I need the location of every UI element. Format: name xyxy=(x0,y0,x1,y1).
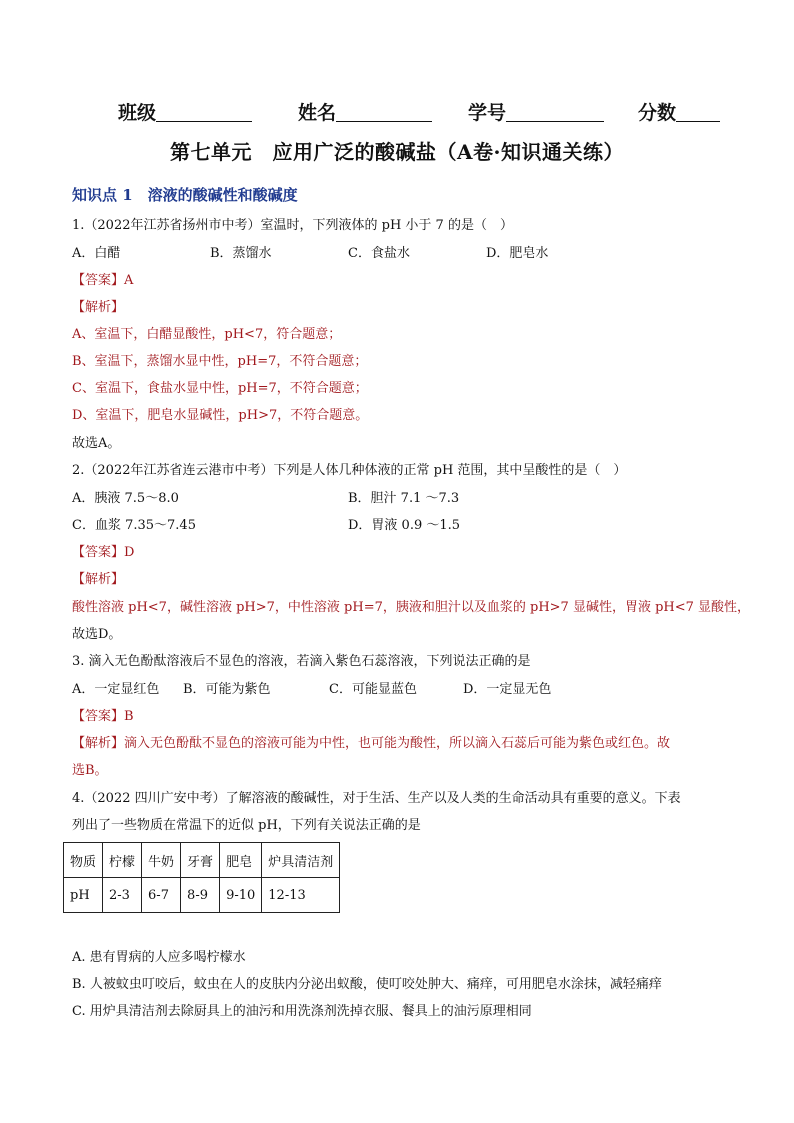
q3-answer: 【答案】B xyxy=(72,709,134,724)
q4-option-b: B. 人被蚊虫叮咬后，蚊虫在人的皮肤内分泌出蚁酸，使叮咬处肿大、痛痒，可用肥皂水涂抹，减轻痛痒 xyxy=(72,977,662,992)
table-row xyxy=(64,843,340,878)
table-header-cell: 牛奶 xyxy=(142,843,181,878)
table-cell: 2-3 xyxy=(103,878,142,913)
score-field[interactable] xyxy=(638,98,720,125)
table-cell: pH xyxy=(64,878,103,913)
q4-option-c: C. 用炉具清洁剂去除厨具上的油污和用洗涤剂洗掉衣服、餐具上的油污原理相同 xyxy=(72,1004,532,1019)
q2-option-b: B．胆汁 7.1 ～7.3 xyxy=(348,491,460,506)
q1-stem: 1.（2022年江苏省扬州市中考）室温时，下列液体的 pH 小于 7 的是（ ） xyxy=(72,218,513,233)
q2-analysis-label: 【解析】 xyxy=(72,572,125,587)
q2-option-c: C．血浆 7.35～7.45 xyxy=(72,518,196,533)
knowledge-point-title: 知识点 1 溶液的酸碱性和酸碱度 xyxy=(72,186,298,204)
score-label: 分数 xyxy=(638,102,677,124)
q2-option-d: D．胃液 0.9 ～1.5 xyxy=(348,518,461,533)
ph-table xyxy=(63,842,340,913)
q2-answer: 【答案】D xyxy=(72,545,135,560)
unit-title: 第七单元 应用广泛的酸碱盐（A卷·知识通关练） xyxy=(170,140,624,164)
q3-analysis-row xyxy=(72,735,670,753)
q3-analysis-label: 【解析】 xyxy=(72,736,125,751)
q3-analysis: 滴入无色酚酞不显色的溶液可能为中性，也可能为酸性，所以滴入石蕊后可能为紫色或红色。故 xyxy=(124,736,671,751)
table-cell: 8-9 xyxy=(181,878,220,913)
q3-option-a: A．一定显红色 xyxy=(72,682,160,697)
class-field[interactable] xyxy=(118,98,252,125)
student-info-header xyxy=(118,98,728,126)
table-cell: 6-7 xyxy=(142,878,181,913)
q3-conclusion: 选B。 xyxy=(72,763,108,778)
table-row xyxy=(64,878,340,913)
q4-stem-line: 列出了一些物质在常温下的近似 pH，下列有关说法正确的是 xyxy=(72,818,421,833)
number-label: 学号 xyxy=(468,102,507,124)
q3-option-c: C．可能显蓝色 xyxy=(329,682,417,697)
q1-answer: 【答案】A xyxy=(72,273,134,288)
score-blank[interactable] xyxy=(676,101,720,122)
q1-option-d: D．肥皂水 xyxy=(486,246,549,261)
q2-analysis: 酸性溶液 pH<7，碱性溶液 pH>7，中性溶液 pH=7，胰液和胆汁以及血浆的 pH>7 显碱性，胃液 pH<7 显酸性， xyxy=(72,600,751,615)
q2-option-a: A．胰液 7.5～8.0 xyxy=(72,491,179,506)
q1-analysis-line: A、室温下，白醋显酸性，pH<7，符合题意； xyxy=(72,327,342,342)
q3-stem: 3. 滴入无色酚酞溶液后不显色的溶液，若滴入紫色石蕊溶液，下列说法正确的是 xyxy=(72,654,531,669)
q1-option-c: C．食盐水 xyxy=(348,246,410,261)
q1-analysis-label: 【解析】 xyxy=(72,300,125,315)
class-blank[interactable] xyxy=(156,101,252,122)
q1-analysis-line: C、室温下，食盐水显中性，pH=7，不符合题意； xyxy=(72,381,368,396)
q1-analysis-line: D、室温下，肥皂水显碱性，pH>7，不符合题意。 xyxy=(72,408,369,423)
q2-conclusion: 故选D。 xyxy=(72,627,122,642)
name-label: 姓名 xyxy=(298,102,337,124)
class-label: 班级 xyxy=(118,102,157,124)
table-header-cell: 物质 xyxy=(64,843,103,878)
q1-option-b: B．蒸馏水 xyxy=(210,246,272,261)
q2-stem: 2.（2022年江苏省连云港市中考）下列是人体几种体液的正常 pH 范围，其中呈酸性的是（ ） xyxy=(72,463,627,478)
q3-option-d: D．一定显无色 xyxy=(463,682,552,697)
name-blank[interactable] xyxy=(336,101,432,122)
name-field[interactable] xyxy=(298,98,432,125)
q3-option-b: B．可能为紫色 xyxy=(183,682,271,697)
table-header-cell: 肥皂 xyxy=(220,843,262,878)
q4-option-a: A. 患有胃病的人应多喝柠檬水 xyxy=(72,950,246,965)
table-header-cell: 牙膏 xyxy=(181,843,220,878)
q1-conclusion: 故选A。 xyxy=(72,436,121,451)
table-header-cell: 炉具清洁剂 xyxy=(262,843,340,878)
number-field[interactable] xyxy=(468,98,604,125)
q1-analysis-line: B、室温下，蒸馏水显中性，pH=7，不符合题意； xyxy=(72,354,368,369)
table-header-cell: 柠檬 xyxy=(103,843,142,878)
table-cell: 9-10 xyxy=(220,878,262,913)
number-blank[interactable] xyxy=(506,101,604,122)
q1-option-a: A．白醋 xyxy=(72,246,121,261)
q4-stem-line: 4.（2022 四川广安中考）了解溶液的酸碱性，对于生活、生产以及人类的生命活动具有重要的意义。下表 xyxy=(72,791,681,806)
table-cell: 12-13 xyxy=(262,878,340,913)
